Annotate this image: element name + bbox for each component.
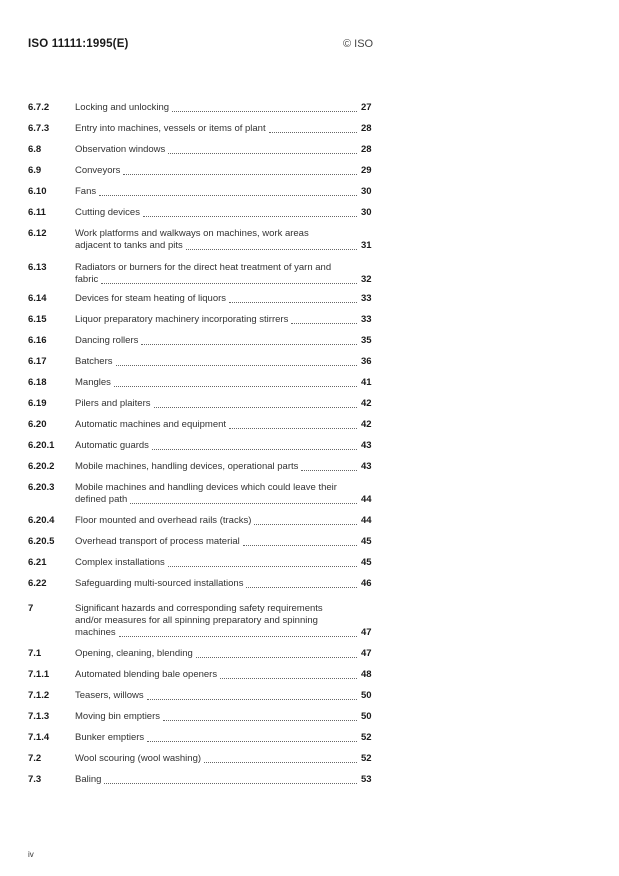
dot-leader — [104, 774, 357, 784]
toc-entry-page: 50 — [361, 711, 372, 722]
toc-entry-title — [75, 482, 357, 506]
toc-entry-title-text: Overhead transport of process material — [75, 536, 240, 547]
toc-entry-title — [75, 262, 357, 286]
toc-entry-title-text: Mobile machines, handling devices, operational parts — [75, 461, 299, 472]
toc-entry-title — [75, 774, 357, 786]
toc-entry-title — [75, 398, 357, 410]
toc-entry-page: 48 — [361, 669, 372, 680]
toc-entry-title-line — [75, 274, 357, 286]
toc-entry-number: 7.2 — [28, 753, 42, 764]
toc-entry-title — [75, 419, 357, 431]
toc-entry-title-text: Opening, cleaning, blending — [75, 648, 193, 659]
dot-leader — [99, 186, 357, 196]
toc-entry-title — [75, 690, 357, 702]
toc-entry-page: 28 — [361, 123, 372, 134]
toc-entry-page: 28 — [361, 144, 372, 155]
toc-entry-page: 45 — [361, 557, 372, 568]
copyright-notice: © ISO — [343, 38, 374, 50]
toc-entry-title-text: Baling — [75, 774, 102, 785]
toc-entry-number: 7 — [28, 603, 34, 614]
toc-entry-number: 6.7.2 — [28, 102, 50, 113]
dot-leader — [163, 711, 357, 721]
toc-entry-title-text: Automatic machines and equipment — [75, 419, 227, 430]
toc-entry-title-text: Floor mounted and overhead rails (tracks) — [75, 515, 252, 526]
toc-entry-title-text: Batchers — [75, 356, 113, 367]
toc-entry-number: 6.19 — [28, 398, 47, 409]
toc-entry-page: 52 — [361, 732, 372, 743]
toc-entry-title-line — [75, 207, 357, 219]
toc-entry-title-text: Locking and unlocking — [75, 102, 170, 113]
toc-entry-number: 6.20.1 — [28, 440, 55, 451]
dot-leader — [269, 123, 357, 133]
toc-entry-title-line — [75, 711, 357, 723]
toc-entry-title-text: fabric — [75, 274, 99, 285]
toc-entry-title — [75, 356, 357, 368]
dot-leader — [123, 165, 357, 175]
toc-entry-title-line — [75, 774, 357, 786]
toc-entry-number: 7.1.1 — [28, 669, 50, 680]
toc-entry-title — [75, 440, 357, 452]
toc-entry-number: 6.20.3 — [28, 482, 55, 493]
toc-entry-title — [75, 578, 357, 590]
toc-entry-title-text: Bunker emptiers — [75, 732, 145, 743]
dot-leader — [220, 669, 357, 679]
toc-entry-title-line — [75, 123, 357, 135]
toc-entry-number: 6.10 — [28, 186, 47, 197]
toc-entry-title — [75, 536, 357, 548]
toc-entry-title-line — [75, 335, 357, 347]
page-number: iv — [28, 850, 34, 859]
toc-entry-title-text: Dancing rollers — [75, 335, 139, 346]
toc-entry-page: 52 — [361, 753, 372, 764]
toc-entry-number: 6.7.3 — [28, 123, 50, 134]
toc-entry-title-text: Liquor preparatory machinery incorporating stirrers — [75, 314, 289, 325]
toc-entry-number: 7.1 — [28, 648, 42, 659]
dot-leader — [196, 648, 357, 658]
toc-entry-number: 6.9 — [28, 165, 42, 176]
toc-entry-title — [75, 515, 357, 527]
dot-leader — [154, 398, 357, 408]
toc-entry-title-line: and/or measures for all spinning preparatory and spinning — [75, 615, 318, 626]
dot-leader — [204, 753, 357, 763]
toc-entry-title-line — [75, 753, 357, 765]
toc-entry-number: 7.1.3 — [28, 711, 50, 722]
toc-entry-page: 47 — [361, 627, 372, 638]
dot-leader — [168, 144, 357, 154]
toc-entry-page: 44 — [361, 515, 372, 526]
toc-entry-title-text: Cutting devices — [75, 207, 140, 218]
dot-leader — [186, 240, 357, 250]
dot-leader — [229, 419, 357, 429]
toc-entry-title-line: Radiators or burners for the direct heat treatment of yarn and — [75, 262, 332, 273]
toc-entry-number: 6.16 — [28, 335, 47, 346]
dot-leader — [229, 293, 357, 303]
dot-leader — [141, 335, 357, 345]
toc-entry-title-line — [75, 293, 357, 305]
toc-entry-title — [75, 314, 357, 326]
toc-entry-title-text: Wool scouring (wool washing) — [75, 753, 202, 764]
toc-entry-title-text: Observation windows — [75, 144, 166, 155]
toc-entry-page: 33 — [361, 293, 372, 304]
toc-entry-title — [75, 144, 357, 156]
toc-entry-title-line: Work platforms and walkways on machines, work areas — [75, 228, 309, 239]
document-title: ISO 11111:1995(E) — [28, 38, 129, 50]
toc-entry-title — [75, 165, 357, 177]
toc-entry-page: 44 — [361, 494, 372, 505]
toc-entry-page: 50 — [361, 690, 372, 701]
toc-entry-title — [75, 102, 357, 114]
toc-entry-number: 6.15 — [28, 314, 47, 325]
toc-entry-title-line: Significant hazards and corresponding safety requirements — [75, 603, 323, 614]
toc-entry-title-line — [75, 494, 357, 506]
toc-entry-title-line — [75, 578, 357, 590]
toc-entry-page: 32 — [361, 274, 372, 285]
toc-entry-page: 46 — [361, 578, 372, 589]
toc-entry-page: 33 — [361, 314, 372, 325]
toc-entry-title-text: Automatic guards — [75, 440, 149, 451]
toc-entry-title-text: Devices for steam heating of liquors — [75, 293, 227, 304]
dot-leader — [254, 515, 357, 525]
toc-entry-title-line: Mobile machines and handling devices which could leave their — [75, 482, 337, 493]
toc-entry-title-line — [75, 419, 357, 431]
toc-entry-title — [75, 648, 357, 660]
toc-entry-title-line — [75, 144, 357, 156]
toc-entry-page: 42 — [361, 398, 372, 409]
toc-entry-page: 47 — [361, 648, 372, 659]
toc-entry-title — [75, 377, 357, 389]
toc-entry-title-line — [75, 461, 357, 473]
toc-entry-title — [75, 461, 357, 473]
toc-entry-title — [75, 123, 357, 135]
dot-leader — [147, 690, 357, 700]
toc-entry-number: 6.22 — [28, 578, 47, 589]
toc-entry-number: 6.13 — [28, 262, 47, 273]
toc-entry-title-text: Safeguarding multi-sourced installations — [75, 578, 244, 589]
toc-entry-title — [75, 732, 357, 744]
toc-entry-title — [75, 557, 357, 569]
toc-entry-page: 53 — [361, 774, 372, 785]
toc-entry-title-text: Conveyors — [75, 165, 121, 176]
toc-entry-page: 36 — [361, 356, 372, 367]
toc-entry-number: 6.17 — [28, 356, 47, 367]
toc-entry-title-line — [75, 669, 357, 681]
toc-entry-title-line — [75, 398, 357, 410]
toc-entry-page: 43 — [361, 461, 372, 472]
dot-leader — [243, 536, 357, 546]
toc-entry-title — [75, 293, 357, 305]
toc-entry-page: 43 — [361, 440, 372, 451]
toc-entry-title-text: Teasers, willows — [75, 690, 144, 701]
dot-leader — [291, 314, 357, 324]
toc-entry-title-line — [75, 377, 357, 389]
toc-entry-page: 27 — [361, 102, 372, 113]
toc-entry-title-line — [75, 515, 357, 527]
toc-entry-title-line — [75, 314, 357, 326]
toc-entry-title — [75, 603, 357, 639]
toc-entry-title-line — [75, 536, 357, 548]
toc-entry-title-text: Fans — [75, 186, 97, 197]
toc-entry-page: 30 — [361, 186, 372, 197]
dot-leader — [119, 627, 357, 637]
dot-leader — [130, 494, 357, 504]
dot-leader — [246, 578, 357, 588]
toc-entry-title-text: Complex installations — [75, 557, 165, 568]
toc-entry-title-line — [75, 732, 357, 744]
dot-leader — [101, 274, 357, 284]
toc-entry-title-text: Entry into machines, vessels or items of plant — [75, 123, 266, 134]
toc-entry-page: 30 — [361, 207, 372, 218]
dot-leader — [116, 356, 358, 366]
dot-leader — [114, 377, 357, 387]
dot-leader — [143, 207, 357, 217]
toc-entry-title — [75, 207, 357, 219]
toc-entry-title-text: Pilers and plaiters — [75, 398, 151, 409]
toc-entry-title — [75, 711, 357, 723]
toc-entry-title-text: machines — [75, 627, 116, 638]
toc-entry-title-line — [75, 440, 357, 452]
toc-entry-number: 7.3 — [28, 774, 42, 785]
toc-entry-title-line — [75, 102, 357, 114]
toc-entry-title-line — [75, 648, 357, 660]
toc-entry-title-line — [75, 557, 357, 569]
toc-entry-page: 35 — [361, 335, 372, 346]
toc-entry-number: 7.1.2 — [28, 690, 50, 701]
toc-entry-number: 6.11 — [28, 207, 46, 218]
dot-leader — [301, 461, 357, 471]
toc-entry-number: 7.1.4 — [28, 732, 50, 743]
toc-entry-page: 42 — [361, 419, 372, 430]
toc-entry-number: 6.20 — [28, 419, 47, 430]
toc-entry-number: 6.20.4 — [28, 515, 55, 526]
toc-entry-number: 6.18 — [28, 377, 47, 388]
dot-leader — [147, 732, 357, 742]
dot-leader — [168, 557, 357, 567]
toc-entry-title-line — [75, 186, 357, 198]
toc-entry-title-text: Automated blending bale openers — [75, 669, 218, 680]
toc-entry-title-text: defined path — [75, 494, 128, 505]
toc-entry-title-line — [75, 240, 357, 252]
toc-entry-page: 31 — [361, 240, 372, 251]
toc-entry-title-line — [75, 356, 357, 368]
toc-entry-title — [75, 753, 357, 765]
toc-entry-title-text: Moving bin emptiers — [75, 711, 161, 722]
toc-entry-page: 45 — [361, 536, 372, 547]
dot-leader — [152, 440, 357, 450]
toc-entry-number: 6.8 — [28, 144, 42, 155]
toc-entry-number: 6.20.2 — [28, 461, 55, 472]
toc-entry-title — [75, 186, 357, 198]
toc-entry-title — [75, 335, 357, 347]
toc-entry-title-line — [75, 165, 357, 177]
toc-entry-title-text: Mangles — [75, 377, 111, 388]
toc-entry-page: 41 — [361, 377, 372, 388]
toc-entry-number: 6.12 — [28, 228, 47, 239]
toc-entry-title — [75, 669, 357, 681]
toc-entry-title-line — [75, 690, 357, 702]
dot-leader — [172, 102, 357, 112]
toc-entry-title-text: adjacent to tanks and pits — [75, 240, 183, 251]
toc-entry-number: 6.20.5 — [28, 536, 55, 547]
toc-entry-number: 6.21 — [28, 557, 47, 568]
toc-entry-page: 29 — [361, 165, 372, 176]
toc-entry-title-line — [75, 627, 357, 639]
toc-entry-number: 6.14 — [28, 293, 47, 304]
toc-entry-title — [75, 228, 357, 252]
